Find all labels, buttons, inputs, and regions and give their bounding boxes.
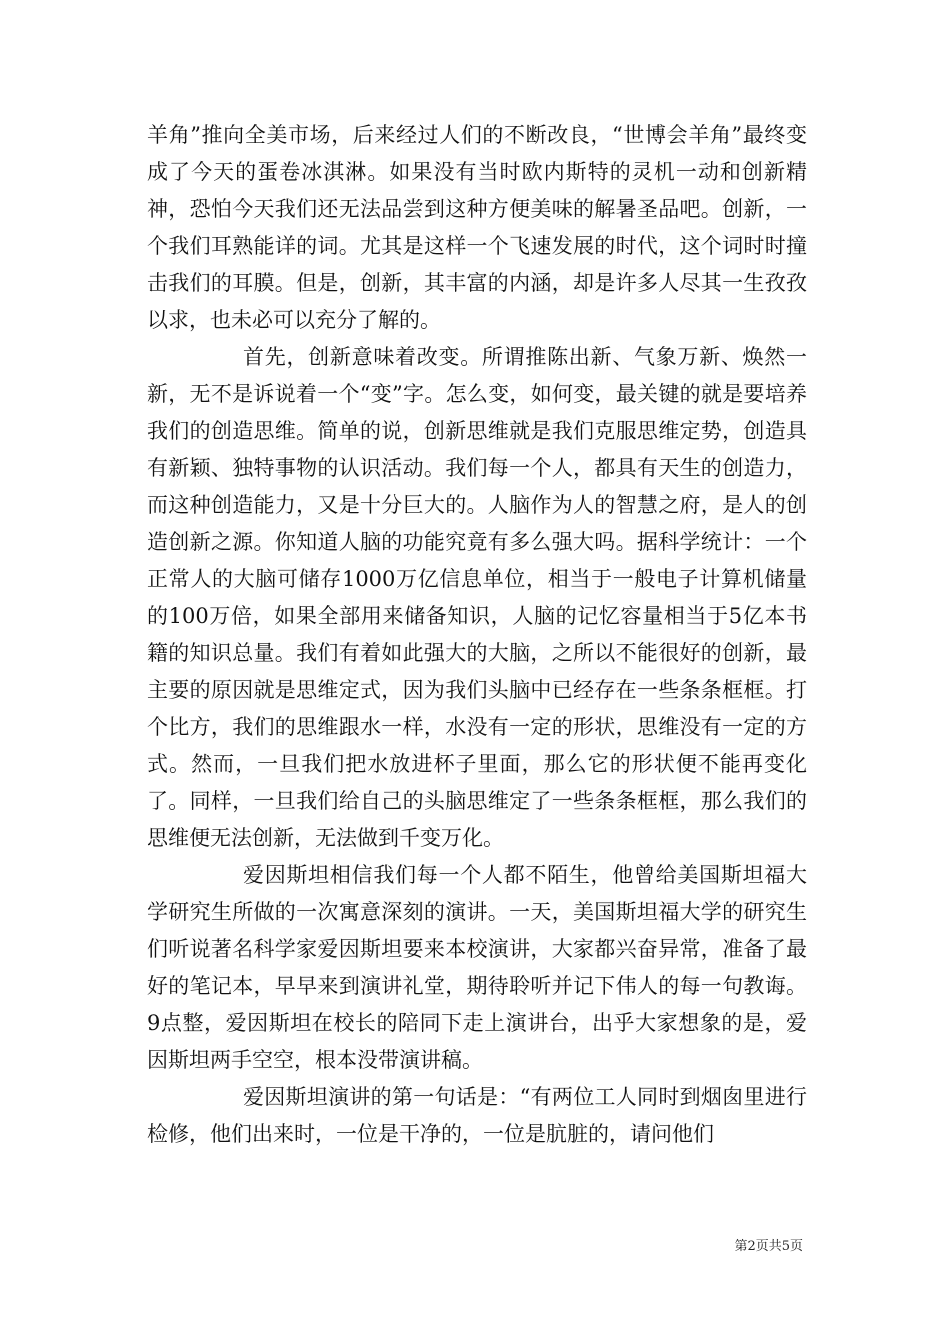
paragraph: 首先，创新意味着改变。所谓推陈出新、气象万新、焕然一新，无不是诉说着一个“变”字。怎么变，如何变，最关键的就是要培养我们的创造思维。简单的说，创新思维就是我们克服思维定势，创造具有新颖、独特事物的认识活动。我们每一个人，都具有天生的创造力，而这种创造能力，又是十分巨大的。人脑作为人的智慧之府，是人的创造创新之源。你知道人脑的功能究竟有多么强大吗。据科学统计：一个正常人的大脑可储存1000万亿信息单位，相当于一般电子计算机储量的100万倍，如果全部用来储备知识，人脑的记忆容量相当于5亿本书籍的知识总量。我们有着如此强大的大脑，之所以不能很好的创新，最主要的原因就是思维定式，因为我们头脑中已经存在一些条条框框。打个比方，我们的思维跟水一样，水没有一定的形状，思维没有一定的方式。然而，一旦我们把水放进杯子里面，那么它的形状便不能再变化了。同样，一旦我们给自己的头脑思维定了一些条条框框，那么我们的思维便无法创新，无法做到千变万化。: [147, 345, 807, 850]
paragraph: 爱因斯坦演讲的第一句话是：“有两位工人同时到烟囱里进行检修，他们出来时，一位是干净的，一位是肮脏的，请问他们: [147, 1085, 807, 1146]
body-text: [147, 117, 807, 1153]
paragraph: 爱因斯坦相信我们每一个人都不陌生，他曾给美国斯坦福大学研究生所做的一次寓意深刻的演讲。一天，美国斯坦福大学的研究生们听说著名科学家爱因斯坦要来本校演讲，大家都兴奋异常，准备了最好的笔记本，早早来到演讲礼堂，期待聆听并记下伟人的每一句教诲。9点整，爱因斯坦在校长的陪同下走上演讲台，出乎大家想象的是，爱因斯坦两手空空，根本没带演讲稿。: [147, 863, 807, 1072]
page-number: 第2页共5页: [734, 1239, 803, 1254]
paragraph: 羊角”推向全美市场，后来经过人们的不断改良，“世博会羊角”最终变成了今天的蛋卷冰淇淋。如果没有当时欧内斯特的灵机一动和创新精神，恐怕今天我们还无法品尝到这种方便美味的解暑圣品吧。创新，一个我们耳熟能详的词。尤其是这样一个飞速发展的时代，这个词时时撞击我们的耳膜。但是，创新，其丰富的内涵，却是许多人尽其一生孜孜以求，也未必可以充分了解的。: [147, 123, 807, 332]
